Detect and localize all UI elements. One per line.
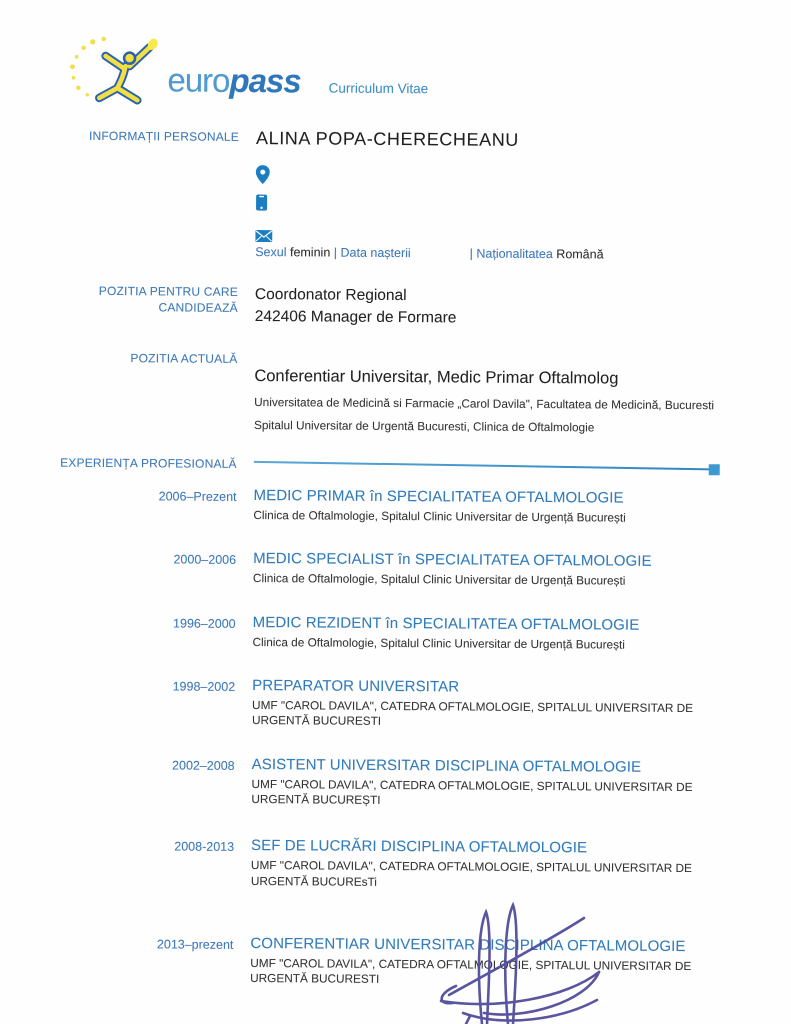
entry-title: MEDIC PRIMAR în SPECIALITATEA OFTALMOLOGIE bbox=[253, 487, 624, 507]
entry-period: 2006–Prezent bbox=[158, 489, 237, 504]
position-applied-value-line1: Coordonator Regional bbox=[254, 286, 407, 305]
entry-title: MEDIC SPECIALIST în SPECIALITATEA OFTALMOLOGIE bbox=[253, 550, 652, 571]
experience-entry bbox=[0, 933, 784, 990]
separator: | bbox=[333, 245, 338, 260]
position-applied-label-line2: CANDIDEAZĂ bbox=[158, 300, 238, 316]
phone-line bbox=[256, 193, 738, 214]
experience-section bbox=[0, 455, 788, 990]
entry-organisation: UMF "CAROL DAVILA", CATEDRA OFTALMOLOGIE, SPITALUL UNIVERSITAR DE URGENTĂ BUCURESTI bbox=[250, 955, 692, 987]
entry-title: MEDIC REZIDENT în SPECIALITATEA OFTALMOLOGIE bbox=[252, 613, 640, 634]
location-pin-icon bbox=[256, 165, 270, 184]
entry-period: 1998–2002 bbox=[172, 679, 236, 694]
entry-period: 2000–2006 bbox=[173, 552, 237, 568]
experience-entry bbox=[0, 612, 787, 654]
entry-period: 1996–2000 bbox=[173, 616, 236, 631]
entry-title: CONFERENTIAR UNIVERSITAR DISCIPLINA OFTALMOLOGIE bbox=[250, 934, 686, 956]
person-name: ALINA POPA-CHERECHEANU bbox=[255, 128, 520, 150]
entry-title: PREPARATOR UNIVERSITAR bbox=[252, 677, 460, 696]
entry-organisation: UMF "CAROL DAVILA", CATEDRA OFTALMOLOGIE, SPITALUL UNIVERSITAR DE URGENTĂ BUCUREȘTI bbox=[251, 776, 693, 807]
logo-euro-text: euro bbox=[167, 61, 230, 99]
divider-line bbox=[254, 461, 712, 471]
europass-figure-logo bbox=[61, 34, 181, 107]
current-position-title: Conferentiar Universitar, Medic Primar Oftalmolog bbox=[254, 367, 619, 388]
europass-header bbox=[61, 34, 428, 109]
contact-block bbox=[0, 163, 790, 249]
nationality-label: | Naționalitatea bbox=[469, 246, 553, 262]
entry-title: ASISTENT UNIVERSITAR DISCIPLINA OFTALMOLOGIE bbox=[251, 755, 642, 776]
document-type-label: Curriculum Vitae bbox=[328, 80, 429, 97]
sex-value: feminin bbox=[289, 245, 331, 260]
nationality-value: Română bbox=[556, 247, 604, 262]
experience-section-label: EXPERIENȚA PROFESIONALĂ bbox=[60, 455, 237, 471]
entry-organisation: UMF "CAROL DAVILA", CATEDRA OFTALMOLOGIE, SPITALUL UNIVERSITAR DE URGENTĂ BUCURESTI bbox=[251, 698, 694, 729]
experience-entry bbox=[0, 485, 788, 527]
personal-info-row bbox=[0, 127, 790, 151]
entry-period: 2013–prezent bbox=[156, 937, 234, 952]
europass-wordmark bbox=[167, 61, 301, 100]
entry-period: 2002–2008 bbox=[172, 758, 235, 773]
address-line bbox=[256, 165, 738, 186]
current-position-detail-2: Spitalul Universitar de Urgentă Bucuresti, Clinica de Oftalmologie bbox=[253, 418, 595, 435]
entry-organisation: Clinica de Oftalmologie, Spitalul Clinic Universitar de Urgență București bbox=[252, 571, 626, 588]
personal-section-label: INFORMAȚII PERSONALE bbox=[88, 128, 240, 144]
experience-entry bbox=[0, 675, 786, 732]
entry-title: SEF DE LUCRĂRI DISCIPLINA OFTALMOLOGIE bbox=[251, 837, 588, 857]
birth-date-label: Data nașterii bbox=[340, 245, 411, 261]
position-applied-value-line2: 242406 Manager de Formare bbox=[254, 308, 457, 327]
current-position-label: POZITIA ACTUALĂ bbox=[130, 351, 238, 366]
experience-entry bbox=[0, 836, 785, 893]
experience-entry bbox=[0, 754, 786, 811]
current-position-row bbox=[0, 349, 789, 436]
sex-label: Sexul bbox=[255, 245, 287, 260]
entry-organisation: Clinica de Oftalmologie, Spitalul Clinic Universitar de Urgență București bbox=[252, 634, 625, 652]
email-envelope-icon bbox=[255, 230, 272, 242]
entry-organisation: UMF "CAROL DAVILA", CATEDRA OFTALMOLOGIE, SPITALUL UNIVERSITAR DE URGENTĂ BUCUREsTi bbox=[250, 858, 693, 889]
mobile-phone-icon bbox=[256, 194, 268, 211]
entry-organisation: Clinica de Oftalmologie, Spitalul Clinic Universitar de Urgență București bbox=[253, 508, 626, 525]
experience-entry bbox=[0, 549, 787, 591]
current-position-detail-1: Universitatea de Medicină si Farmacie „Carol Davila", Facultatea de Medicină, Bucuresti bbox=[254, 395, 715, 413]
entry-period: 2008-2013 bbox=[174, 839, 235, 855]
position-applied-label-line1: POZITIA PENTRU CARE bbox=[98, 283, 239, 299]
logo-pass-text: pass bbox=[229, 61, 301, 100]
divider-end-square bbox=[709, 464, 720, 475]
position-applied-row bbox=[0, 282, 789, 332]
